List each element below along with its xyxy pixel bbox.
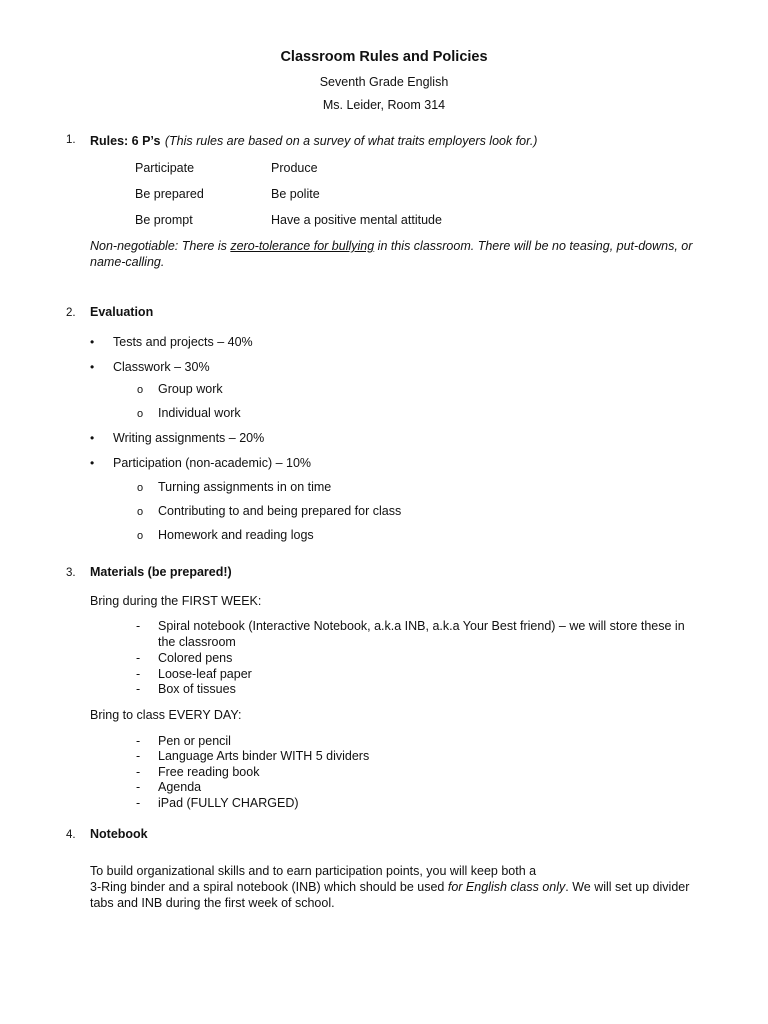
sub-bullet-icon: o	[137, 384, 144, 396]
participation-sub-contributing: Contributing to and being prepared for class	[158, 504, 402, 518]
every-day-label: Bring to class EVERY DAY:	[90, 708, 242, 722]
non-negotiable-text-c: in this classroom. There will be no teasing, put-downs, or	[374, 239, 693, 253]
dash-icon: -	[136, 667, 141, 681]
section-number-1: 1.	[66, 134, 76, 146]
bullet-icon: •	[90, 335, 95, 349]
section-2-heading: Evaluation	[90, 305, 154, 319]
section-number-2: 2.	[66, 307, 76, 319]
every-day-item-agenda: Agenda	[158, 780, 202, 794]
every-day-item-binder: Language Arts binder WITH 5 dividers	[158, 749, 370, 763]
sub-bullet-icon: o	[137, 482, 144, 494]
dash-icon: -	[136, 651, 141, 665]
dash-icon: -	[136, 796, 141, 810]
first-week-label: Bring during the FIRST WEEK:	[90, 594, 262, 608]
dash-icon: -	[136, 619, 141, 633]
evaluation-item-classwork: Classwork – 30%	[113, 360, 210, 374]
section-number-3: 3.	[66, 567, 76, 579]
rule-left-2: Be prepared	[135, 187, 204, 201]
classwork-sub-group: Group work	[158, 382, 223, 396]
rule-left-1: Participate	[135, 161, 195, 175]
dash-icon: -	[136, 734, 141, 748]
notebook-text-english-only: for English class only	[447, 880, 566, 894]
participation-sub-homework: Homework and reading logs	[158, 528, 314, 542]
section-4-heading: Notebook	[90, 827, 148, 841]
non-negotiable-line-2: name-calling.	[90, 255, 165, 269]
non-negotiable-line-1	[90, 239, 692, 253]
notebook-text-a: 3-Ring binder and a spiral notebook (INB) which should be used	[90, 880, 448, 894]
section-number-4: 4.	[66, 829, 76, 841]
first-week-item-tissues: Box of tissues	[158, 682, 236, 696]
rule-left-3: Be prompt	[135, 213, 193, 227]
bullet-icon: •	[90, 360, 95, 374]
notebook-paragraph-line-2	[90, 880, 689, 894]
evaluation-item-tests: Tests and projects – 40%	[113, 335, 253, 349]
notebook-paragraph-line-1: To build organizational skills and to earn participation points, you will keep both a	[90, 864, 537, 878]
non-negotiable-text-a: Non-negotiable: There is	[90, 239, 231, 253]
section-3-heading: Materials (be prepared!)	[90, 565, 232, 579]
evaluation-item-participation: Participation (non-academic) – 10%	[113, 456, 312, 470]
bullet-icon: •	[90, 456, 95, 470]
classwork-sub-individual: Individual work	[158, 406, 241, 420]
zero-tolerance-text: zero-tolerance for bullying	[230, 239, 375, 253]
first-week-item-notebook-cont: the classroom	[158, 635, 236, 649]
sub-bullet-icon: o	[137, 506, 144, 518]
first-week-item-paper: Loose-leaf paper	[158, 667, 252, 681]
every-day-item-pen: Pen or pencil	[158, 734, 231, 748]
first-week-item-notebook: Spiral notebook (Interactive Notebook, a.k.a INB, a.k.a Your Best friend) – we will store these in	[158, 619, 685, 633]
course-subtitle: Seventh Grade English	[319, 75, 449, 89]
rule-right-3: Have a positive mental attitude	[271, 213, 442, 227]
notebook-paragraph-line-3: tabs and INB during the first week of school.	[90, 896, 335, 910]
section-1-heading: Rules: 6 P’s	[90, 134, 161, 148]
rule-right-2: Be polite	[271, 187, 320, 201]
bullet-icon: •	[90, 431, 95, 445]
every-day-item-book: Free reading book	[158, 765, 260, 779]
dash-icon: -	[136, 765, 141, 779]
notebook-text-c: . We will set up divider	[565, 880, 690, 894]
sub-bullet-icon: o	[137, 530, 144, 542]
teacher-room: Ms. Leider, Room 314	[322, 98, 446, 112]
page-title: Classroom Rules and Policies	[280, 49, 488, 65]
evaluation-item-writing: Writing assignments – 20%	[113, 431, 265, 445]
section-1-header	[90, 132, 537, 150]
rule-right-1: Produce	[271, 161, 318, 175]
dash-icon: -	[136, 780, 141, 794]
dash-icon: -	[136, 682, 141, 696]
section-1-note: (This rules are based on a survey of what traits employers look for.)	[164, 134, 538, 148]
dash-icon: -	[136, 749, 141, 763]
sub-bullet-icon: o	[137, 408, 144, 420]
participation-sub-turning: Turning assignments in on time	[158, 480, 332, 494]
first-week-item-pens: Colored pens	[158, 651, 233, 665]
every-day-item-ipad: iPad (FULLY CHARGED)	[158, 796, 299, 810]
